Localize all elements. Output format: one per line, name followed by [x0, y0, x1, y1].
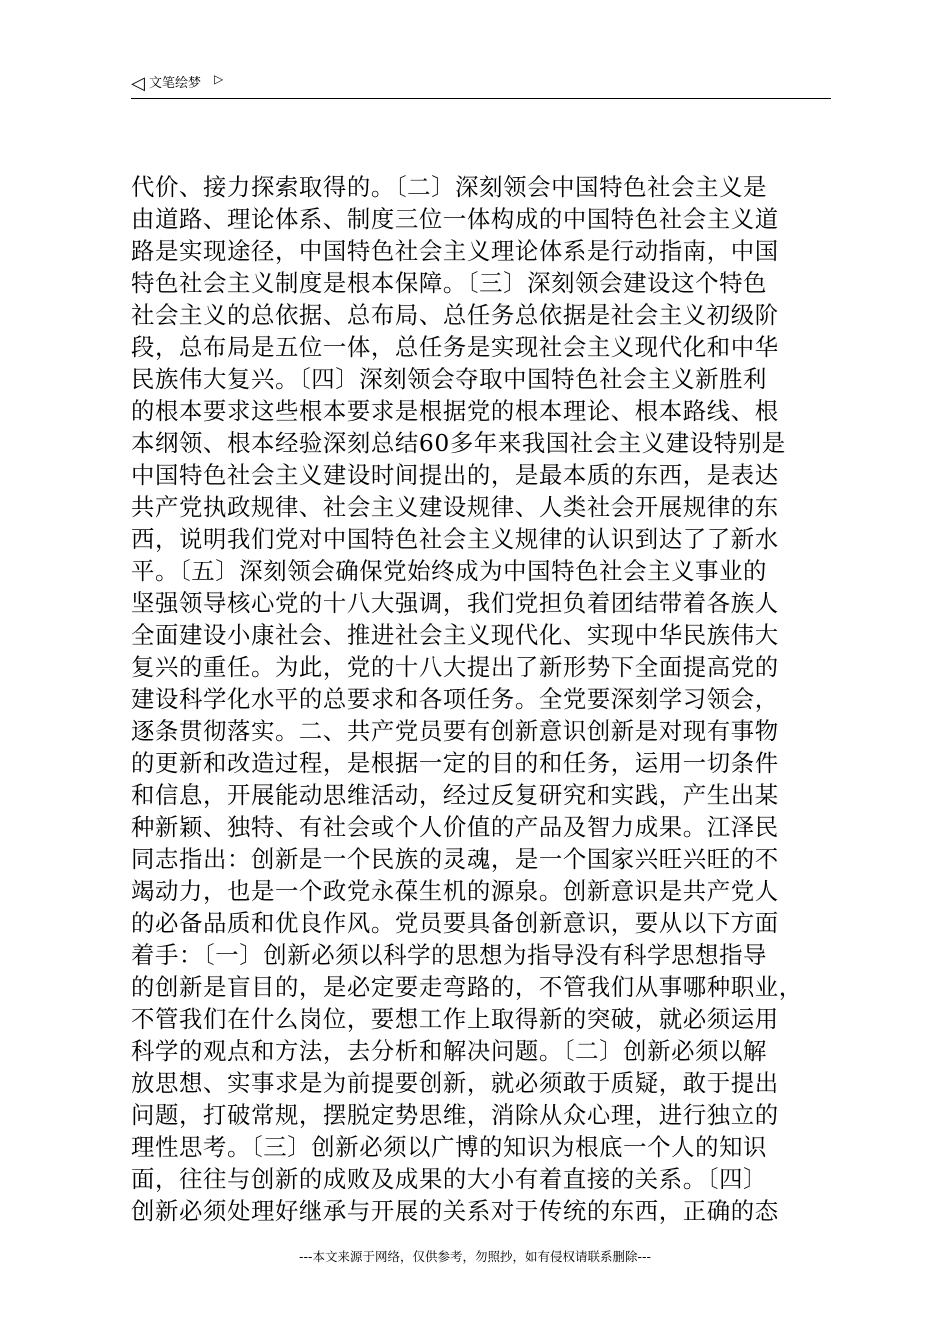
- body-line: 的创新是盲目的，是必定要走弯路的，不管我们从事哪种职业，: [131, 973, 803, 1001]
- body-line: 特色社会主义制度是根本保障。〔三〕深刻领会建设这个特色: [131, 269, 768, 297]
- body-line: 面，往往与创新的成败及成果的大小有着直接的关系。〔四〕: [131, 1165, 768, 1193]
- body-line: 段，总布局是五位一体，总任务是实现社会主义现代化和中华: [131, 333, 779, 361]
- body-line: 着手：〔一〕创新必须以科学的思想为指导没有科学思想指导: [131, 941, 768, 969]
- body-line: 路是实现途径，中国特色社会主义理论体系是行动指南，中国: [131, 237, 779, 265]
- body-line: 竭动力，也是一个政党永葆生机的源泉。创新意识是共产党人: [131, 877, 779, 905]
- triangle-right-icon: ▷: [214, 72, 224, 86]
- body-line: 建设科学化水平的总要求和各项任务。全党要深刻学习领会，: [131, 685, 779, 713]
- body-line: 代价、接力探索取得的。〔二〕深刻领会中国特色社会主义是: [131, 173, 768, 201]
- document-body: [131, 171, 831, 1227]
- body-line: 坚强领导核心党的十八大强调，我们党担负着团结带着各族人: [131, 589, 779, 617]
- body-line: 民族伟大复兴。〔四〕深刻领会夺取中国特色社会主义新胜利: [131, 365, 768, 393]
- triangle-left-icon: ◁: [131, 73, 145, 94]
- body-line: 由道路、理论体系、制度三位一体构成的中国特色社会主义道: [131, 205, 779, 233]
- body-line: 逐条贯彻落实。二、共产党员要有创新意识创新是对现有事物: [131, 717, 779, 745]
- body-line: 全面建设小康社会、推进社会主义现代化、实现中华民族伟大: [131, 621, 779, 649]
- body-line: 问题，打破常规，摆脱定势思维，消除从众心理，进行独立的: [131, 1101, 779, 1129]
- body-line: 和信息，开展能动思维活动，经过反复研究和实践，产生出某: [131, 781, 779, 809]
- body-line: 理性思考。〔三〕创新必须以广博的知识为根底一个人的知识: [131, 1133, 768, 1161]
- body-line: 创新必须处理好继承与开展的关系对于传统的东西，正确的态: [131, 1197, 779, 1225]
- body-line: 中国特色社会主义建设时间提出的，是最本质的东西，是表达: [131, 461, 779, 489]
- body-line: 种新颖、独特、有社会或个人价值的产品及智力成果。江泽民: [131, 813, 779, 841]
- body-line: 共产党执政规律、社会主义建设规律、人类社会开展规律的东: [131, 493, 779, 521]
- body-line: 西，说明我们党对中国特色社会主义规律的认识到达了了新水: [131, 525, 779, 553]
- body-line: 本纲领、根本经验深刻总结60多年来我国社会主义建设特别是: [131, 429, 786, 457]
- body-line: 放思想、实事求是为前提要创新，就必须敢于质疑，敢于提出: [131, 1069, 779, 1097]
- body-line: 同志指出：创新是一个民族的灵魂，是一个国家兴旺兴旺的不: [131, 845, 779, 873]
- body-line: 平。〔五〕深刻领会确保党始终成为中国特色社会主义事业的: [131, 557, 768, 585]
- body-line: 的更新和改造过程，是根据一定的目的和任务，运用一切条件: [131, 749, 779, 777]
- body-line: 科学的观点和方法，去分析和解决问题。〔二〕创新必须以解: [131, 1037, 768, 1065]
- body-line: 的根本要求这些根本要求是根据党的根本理论、根本路线、根: [131, 397, 779, 425]
- header-brand: 文笔绘梦: [149, 76, 202, 91]
- page-footer: ---本文来源于网络，仅供参考，勿照抄，如有侵权请联系删除---: [298, 1249, 652, 1264]
- body-line: 的必备品质和优良作风。党员要具备创新意识，要从以下方面: [131, 909, 779, 937]
- body-line: 不管我们在什么岗位，要想工作上取得新的突破，就必须运用: [131, 1005, 779, 1033]
- page-header: [131, 72, 831, 99]
- body-line: 社会主义的总依据、总布局、总任务总依据是社会主义初级阶: [131, 301, 779, 329]
- body-line: 复兴的重任。为此，党的十八大提出了新形势下全面提高党的: [131, 653, 779, 681]
